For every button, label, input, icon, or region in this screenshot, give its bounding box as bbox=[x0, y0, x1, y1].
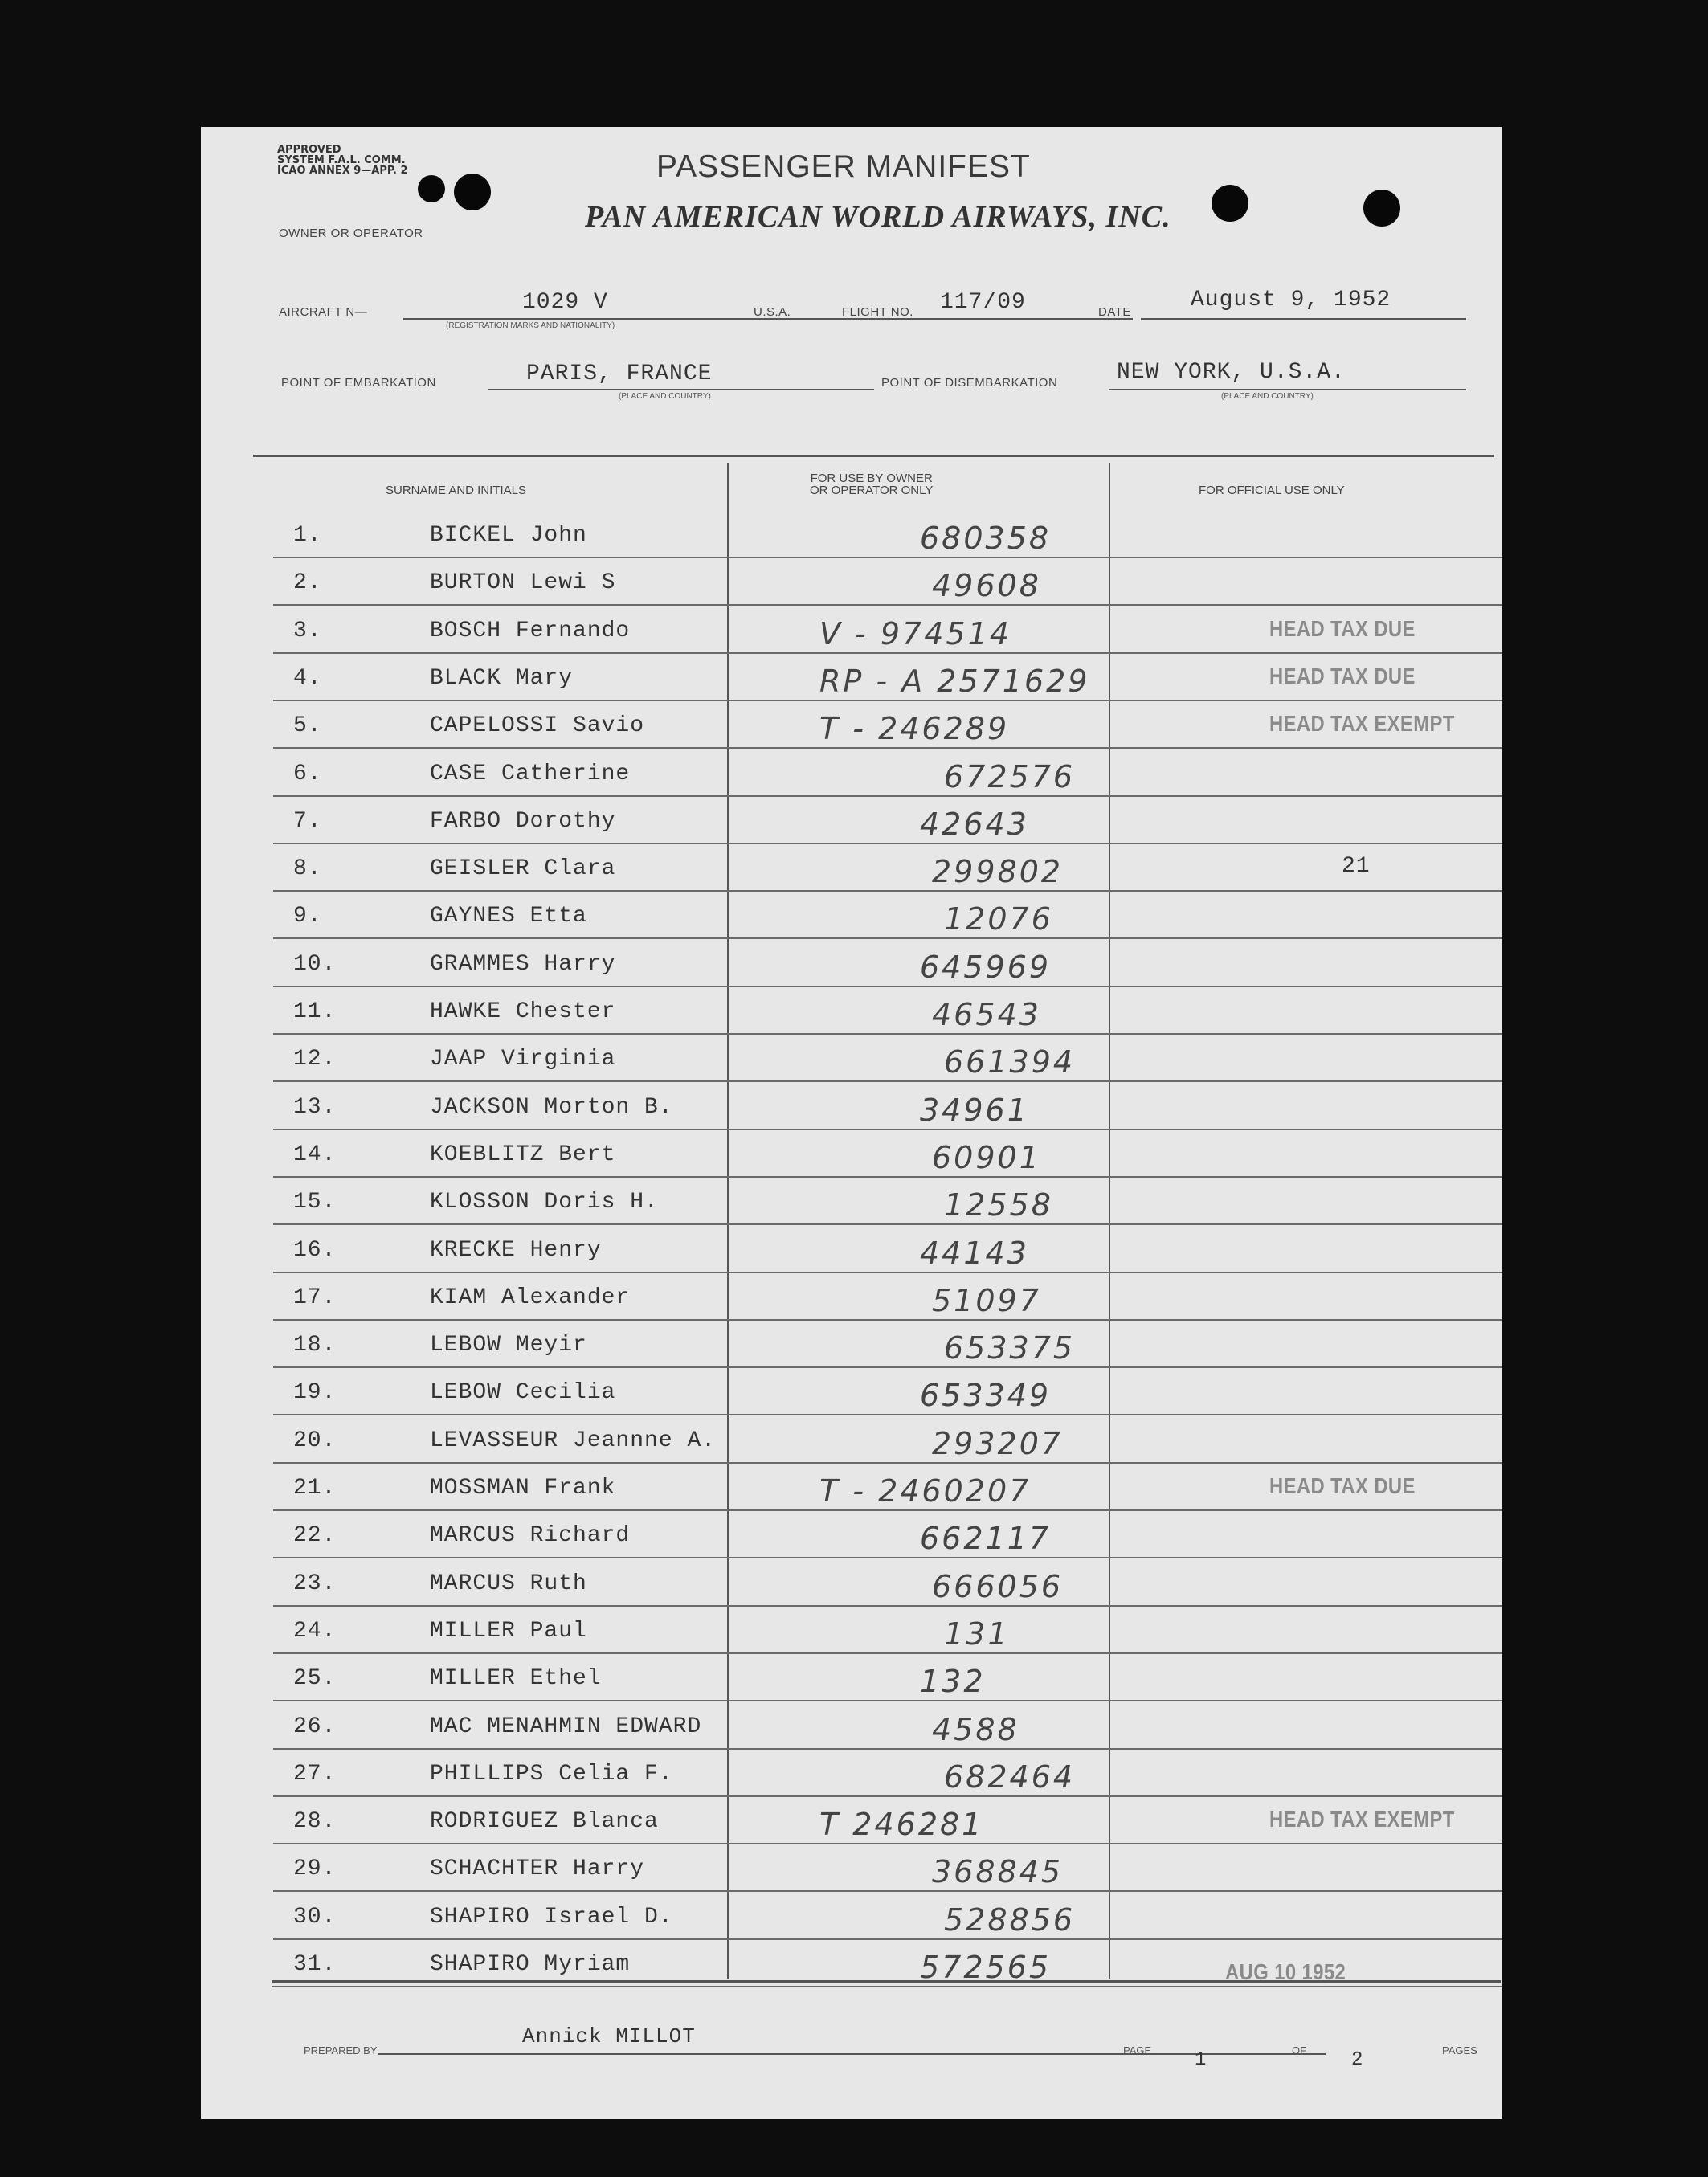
ticket-number: 528856 bbox=[944, 1901, 1076, 1938]
disembarkation-value: NEW YORK, U.S.A. bbox=[1117, 360, 1346, 385]
passenger-number: 2. bbox=[293, 570, 322, 596]
ticket-number: 645969 bbox=[920, 949, 1052, 985]
passenger-number: 23. bbox=[293, 1570, 337, 1596]
passenger-name: MOSSMAN Frank bbox=[430, 1476, 616, 1501]
ticket-number: 132 bbox=[920, 1664, 986, 1700]
passenger-name: PHILLIPS Celia F. bbox=[430, 1761, 673, 1787]
ticket-number: 46543 bbox=[932, 997, 1041, 1032]
page-number: 1 bbox=[1195, 2049, 1207, 2071]
ticket-number: 42643 bbox=[920, 806, 1029, 842]
table-row bbox=[273, 1368, 1502, 1415]
ticket-number: 666056 bbox=[932, 1568, 1064, 1604]
passenger-name: KOEBLITZ Bert bbox=[430, 1142, 616, 1167]
ticket-number: 672576 bbox=[944, 758, 1076, 794]
table-row bbox=[273, 749, 1502, 797]
prepared-underline bbox=[378, 2053, 1326, 2055]
passenger-number: 12. bbox=[293, 1047, 337, 1072]
punch-hole-1 bbox=[418, 175, 445, 202]
passenger-number: 1. bbox=[293, 523, 322, 548]
embarkation-underline bbox=[488, 389, 874, 390]
passenger-name: BOSCH Fernando bbox=[430, 618, 631, 643]
column-header-operator: FOR USE BY OWNER OR OPERATOR ONLY bbox=[810, 472, 934, 497]
table-row bbox=[273, 701, 1502, 749]
ticket-number: 131 bbox=[944, 1615, 1010, 1652]
ticket-number: 653349 bbox=[920, 1378, 1052, 1414]
passenger-number: 6. bbox=[293, 761, 322, 786]
passenger-name: SHAPIRO Israel D. bbox=[430, 1904, 673, 1930]
official-stamp: HEAD TAX DUE bbox=[1269, 663, 1416, 688]
passenger-number: 27. bbox=[293, 1761, 337, 1787]
passenger-number: 28. bbox=[293, 1809, 337, 1835]
table-top-rule bbox=[253, 455, 1494, 457]
ticket-number: 293207 bbox=[932, 1425, 1064, 1461]
passenger-name: MILLER Ethel bbox=[430, 1666, 602, 1692]
disembarkation-caption: (PLACE AND COUNTRY) bbox=[1221, 392, 1314, 401]
ticket-number: 12076 bbox=[944, 901, 1053, 937]
table-row bbox=[273, 1035, 1502, 1082]
passenger-name: CAPELOSSI Savio bbox=[430, 713, 645, 739]
table-row bbox=[273, 1940, 1502, 1987]
passenger-number: 7. bbox=[293, 808, 322, 834]
table-row bbox=[273, 1226, 1502, 1273]
passenger-name: RODRIGUEZ Blanca bbox=[430, 1809, 659, 1835]
table-row bbox=[273, 1083, 1502, 1130]
table-row bbox=[273, 892, 1502, 939]
passenger-number: 30. bbox=[293, 1904, 337, 1930]
passenger-number: 15. bbox=[293, 1190, 337, 1215]
table-row bbox=[273, 607, 1502, 654]
flight-label: FLIGHT NO. bbox=[842, 305, 913, 319]
ticket-number: 60901 bbox=[932, 1139, 1041, 1175]
table-row bbox=[273, 1702, 1502, 1750]
passenger-number: 24. bbox=[293, 1618, 337, 1644]
punch-hole-2 bbox=[454, 174, 491, 210]
table-row bbox=[273, 1464, 1502, 1511]
ticket-number: T 246281 bbox=[819, 1807, 984, 1843]
passenger-number: 4. bbox=[293, 665, 322, 691]
ticket-number: T - 2460207 bbox=[819, 1473, 1032, 1509]
passenger-number: 26. bbox=[293, 1713, 337, 1739]
passenger-number: 17. bbox=[293, 1285, 337, 1310]
passenger-number: 21. bbox=[293, 1476, 337, 1501]
passenger-name: BICKEL John bbox=[430, 523, 587, 548]
page-total: 2 bbox=[1351, 2049, 1364, 2071]
passenger-number: 22. bbox=[293, 1523, 337, 1549]
ticket-number: V - 974514 bbox=[819, 615, 1011, 651]
of-label: OF bbox=[1292, 2044, 1307, 2057]
table-row bbox=[273, 1893, 1502, 1940]
table-row bbox=[273, 654, 1502, 701]
ticket-number: 680358 bbox=[920, 521, 1052, 556]
ticket-number: 4588 bbox=[932, 1711, 1019, 1747]
passenger-name: JAAP Virginia bbox=[430, 1047, 616, 1072]
passenger-name: MARCUS Richard bbox=[430, 1523, 631, 1549]
passenger-name: HAWKE Chester bbox=[430, 999, 616, 1024]
passenger-number: 10. bbox=[293, 951, 337, 977]
table-row bbox=[273, 1511, 1502, 1558]
passenger-number: 25. bbox=[293, 1666, 337, 1692]
punch-hole-3 bbox=[1212, 185, 1248, 222]
date-value: August 9, 1952 bbox=[1191, 288, 1391, 312]
passenger-number: 8. bbox=[293, 856, 322, 882]
official-stamp: HEAD TAX EXEMPT bbox=[1269, 1807, 1455, 1832]
ticket-number: T - 246289 bbox=[819, 711, 1010, 747]
ticket-number: 682464 bbox=[944, 1758, 1076, 1795]
table-row bbox=[273, 987, 1502, 1035]
passenger-name: KRECKE Henry bbox=[430, 1237, 602, 1263]
ticket-number: 44143 bbox=[920, 1235, 1029, 1271]
passenger-name: MAC MENAHMIN EDWARD bbox=[430, 1713, 702, 1739]
ticket-number: 12558 bbox=[944, 1187, 1053, 1223]
passenger-number: 14. bbox=[293, 1142, 337, 1167]
table-row bbox=[273, 844, 1502, 892]
passenger-name: MILLER Paul bbox=[430, 1618, 587, 1644]
passenger-number: 16. bbox=[293, 1237, 337, 1263]
passenger-number: 3. bbox=[293, 618, 322, 643]
passenger-name: GEISLER Clara bbox=[430, 856, 616, 882]
passenger-name: BURTON Lewi S bbox=[430, 570, 616, 596]
table-row bbox=[273, 797, 1502, 844]
date-label: DATE bbox=[1098, 305, 1131, 319]
table-row bbox=[273, 1416, 1502, 1464]
manifest-page bbox=[201, 127, 1502, 2119]
passenger-name: JACKSON Morton B. bbox=[430, 1094, 673, 1120]
date-underline bbox=[1141, 318, 1466, 320]
official-stamp: HEAD TAX DUE bbox=[1269, 615, 1416, 641]
passenger-name: SHAPIRO Myriam bbox=[430, 1952, 631, 1977]
table-row bbox=[273, 1559, 1502, 1607]
usa-label: U.S.A. bbox=[754, 305, 791, 319]
passenger-name: CASE Catherine bbox=[430, 761, 631, 786]
table-row bbox=[273, 1130, 1502, 1178]
passenger-number: 5. bbox=[293, 713, 322, 739]
passenger-name: FARBO Dorothy bbox=[430, 808, 616, 834]
column-header-official: FOR OFFICIAL USE ONLY bbox=[1199, 484, 1345, 497]
embarkation-label: POINT OF EMBARKATION bbox=[281, 376, 436, 390]
prepared-by-value: Annick MILLOT bbox=[522, 2024, 696, 2048]
passenger-number: 29. bbox=[293, 1856, 337, 1882]
passenger-name: GAYNES Etta bbox=[430, 904, 587, 929]
official-stamp: HEAD TAX EXEMPT bbox=[1269, 711, 1455, 737]
owner-label: OWNER OR OPERATOR bbox=[279, 227, 423, 240]
passenger-number: 18. bbox=[293, 1333, 337, 1358]
ticket-number: 368845 bbox=[932, 1854, 1064, 1890]
table-row bbox=[273, 1607, 1502, 1654]
passenger-name: BLACK Mary bbox=[430, 665, 574, 691]
official-stamp: 21 bbox=[1342, 854, 1371, 880]
official-stamp: HEAD TAX DUE bbox=[1269, 1473, 1416, 1498]
passenger-name: SCHACHTER Harry bbox=[430, 1856, 645, 1882]
table-row bbox=[273, 1273, 1502, 1321]
passenger-name: MARCUS Ruth bbox=[430, 1570, 587, 1596]
passenger-number: 31. bbox=[293, 1952, 337, 1977]
passenger-name: GRAMMES Harry bbox=[430, 951, 616, 977]
disembarkation-underline bbox=[1109, 389, 1466, 390]
passenger-name: KLOSSON Doris H. bbox=[430, 1190, 659, 1215]
table-row bbox=[273, 1844, 1502, 1892]
disembarkation-label: POINT OF DISEMBARKATION bbox=[881, 376, 1058, 390]
ticket-number: 653375 bbox=[944, 1330, 1076, 1366]
embarkation-caption: (PLACE AND COUNTRY) bbox=[619, 392, 711, 401]
ticket-number: 661394 bbox=[944, 1044, 1076, 1080]
table-row bbox=[273, 1178, 1502, 1225]
ticket-number: RP - A 2571629 bbox=[819, 663, 1090, 699]
passenger-number: 20. bbox=[293, 1428, 337, 1453]
table-row bbox=[273, 1321, 1502, 1368]
ticket-number: 299802 bbox=[932, 854, 1064, 890]
table-row bbox=[273, 511, 1502, 558]
row-rule bbox=[273, 1986, 1502, 1987]
ticket-number: 49608 bbox=[932, 568, 1041, 604]
prepared-label: PREPARED BY bbox=[304, 2044, 378, 2057]
pages-label: PAGES bbox=[1442, 2044, 1477, 2057]
flight-value: 117/09 bbox=[940, 290, 1026, 315]
table-row bbox=[273, 1750, 1502, 1797]
passenger-name: LEBOW Meyir bbox=[430, 1333, 587, 1358]
passenger-name: LEBOW Cecilia bbox=[430, 1380, 616, 1406]
aircraft-value: 1029 V bbox=[522, 290, 608, 315]
passenger-number: 13. bbox=[293, 1094, 337, 1120]
ticket-number: 34961 bbox=[920, 1092, 1029, 1128]
passenger-number: 11. bbox=[293, 999, 337, 1024]
punch-hole-4 bbox=[1363, 190, 1400, 227]
approval-note: APPROVED SYSTEM F.A.L. COMM. ICAO ANNEX 9—APP. 2 bbox=[277, 144, 408, 177]
table-row bbox=[273, 558, 1502, 606]
table-row bbox=[273, 1797, 1502, 1844]
form-title: PASSENGER MANIFEST bbox=[656, 149, 1031, 184]
passenger-name: LEVASSEUR Jeannne A. bbox=[430, 1428, 717, 1453]
table-row bbox=[273, 1654, 1502, 1701]
page-label: PAGE bbox=[1123, 2044, 1152, 2057]
aircraft-label: AIRCRAFT N— bbox=[279, 305, 368, 319]
ticket-number: 662117 bbox=[920, 1521, 1052, 1557]
airline-name: PAN AMERICAN WORLD AIRWAYS, INC. bbox=[585, 200, 1171, 234]
official-stamp: AUG 10 1952 bbox=[1225, 1959, 1346, 1984]
ticket-number: 51097 bbox=[932, 1282, 1041, 1318]
registration-caption: (REGISTRATION MARKS AND NATIONALITY) bbox=[446, 321, 615, 330]
passenger-name: KIAM Alexander bbox=[430, 1285, 631, 1310]
column-header-surname: SURNAME AND INITIALS bbox=[386, 484, 527, 497]
passenger-number: 9. bbox=[293, 904, 322, 929]
embarkation-value: PARIS, FRANCE bbox=[526, 361, 713, 386]
passenger-number: 19. bbox=[293, 1380, 337, 1406]
ticket-number: 572565 bbox=[920, 1950, 1052, 1985]
table-row bbox=[273, 940, 1502, 987]
